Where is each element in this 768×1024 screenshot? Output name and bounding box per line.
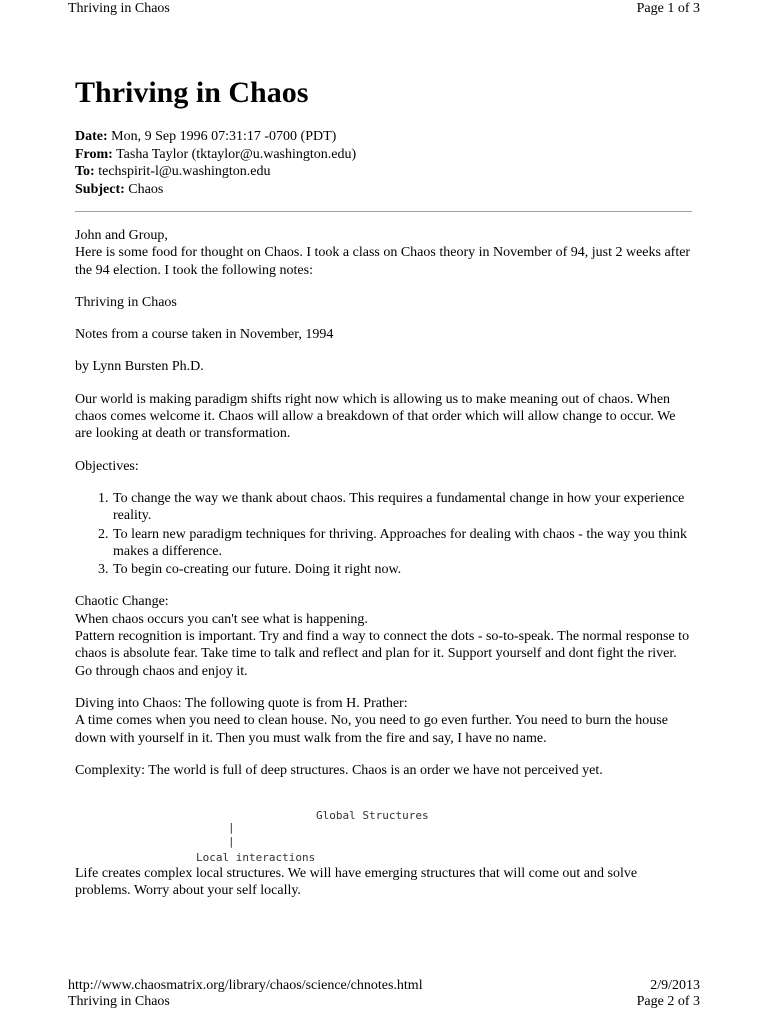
objectives-label: Objectives: (75, 458, 139, 474)
list-item: 2. To learn new paradigm techniques for thriving. Approaches for dealing with chaos - the way you think makes a difference. (112, 526, 695, 561)
list-item: 1. To change the way we thank about chaos. This requires a fundamental change in how your experience reality. (112, 490, 695, 525)
chaotic-change-label: Chaotic Change: (75, 594, 169, 610)
print-header-title: Thriving in Chaos (68, 1, 170, 16)
diagram-connector: | (228, 821, 235, 835)
meta-date: Date: Mon, 9 Sep 1996 07:31:17 -0700 (PDT) (75, 129, 337, 144)
course-note: Notes from a course taken in November, 1994 (75, 327, 334, 343)
print-footer-right (637, 978, 700, 1010)
chaotic-change-1: When chaos occurs you can't see what is happening. (75, 611, 368, 627)
life-paragraph: Life creates complex local structures. We will have emerging structures that will come out and solve problems. Worry about your self locally. (75, 866, 638, 899)
subtitle: Thriving in Chaos (75, 294, 177, 310)
chaotic-change-2: Pattern recognition is important. Try and find a way to connect the dots - so-to-speak. The normal response to chaos is absolute fear. Take time to talk and reflect and plan for it. Support yourself and dont fight the river. Go through chaos and enjoy it. (75, 629, 690, 679)
author: by Lynn Bursten Ph.D. (75, 359, 204, 375)
document-body (75, 74, 695, 915)
meta-subject: Subject: Chaos (75, 181, 164, 197)
intro: Here is some food for thought on Chaos. I took a class on Chaos theory in November of 94, just 2 weeks after the 94 election. I took the following notes: (75, 245, 691, 278)
chaotic-change-block (75, 593, 695, 679)
email-meta (75, 128, 695, 198)
greeting: John and Group, (75, 228, 168, 243)
greeting-block (75, 227, 695, 279)
complexity-paragraph: Complexity: The world is full of deep structures. Chaos is an order we have not perceived yet. (75, 762, 603, 778)
footer-url[interactable]: http://www.chaosmatrix.org/library/chaos/science/chnotes.html (68, 978, 423, 993)
paradigm-paragraph: Our world is making paradigm shifts right now which is allowing us to make meaning out of chaos. When chaos comes welcome it. Chaos will allow a breakdown of that order which will allow change to occur. We are looking at death or transformation. (75, 391, 676, 442)
footer-date: 2/9/2013 (650, 978, 700, 993)
meta-to: To: techspirit-l@u.washington.edu (75, 164, 271, 179)
diagram-connector: | (228, 835, 235, 849)
diving-quote: A time comes when you need to clean house. No, you need to go even further. You need to burn the house down with yourself in it. Then you must walk from the fire and say, I have no name. (75, 713, 668, 746)
diagram-global-structures: Global Structures (316, 809, 429, 823)
diving-block (75, 695, 695, 747)
structure-diagram (75, 809, 695, 865)
diving-label: Diving into Chaos: The following quote is from H. Prather: (75, 695, 408, 711)
page-title: Thriving in Chaos (75, 76, 309, 109)
meta-from: From: Tasha Taylor (tktaylor@u.washington.edu) (75, 146, 357, 162)
list-item: 3. To begin co-creating our future. Doing it right now. (112, 561, 695, 578)
footer-next-page: Page 2 of 3 (636, 994, 700, 1009)
print-header-page: Page 1 of 3 (636, 1, 700, 16)
divider (75, 211, 692, 212)
print-footer-left (68, 978, 423, 1010)
diagram-local-interactions: Local interactions (196, 851, 316, 865)
footer-next-title: Thriving in Chaos (68, 994, 170, 1009)
objectives-list (75, 490, 695, 578)
